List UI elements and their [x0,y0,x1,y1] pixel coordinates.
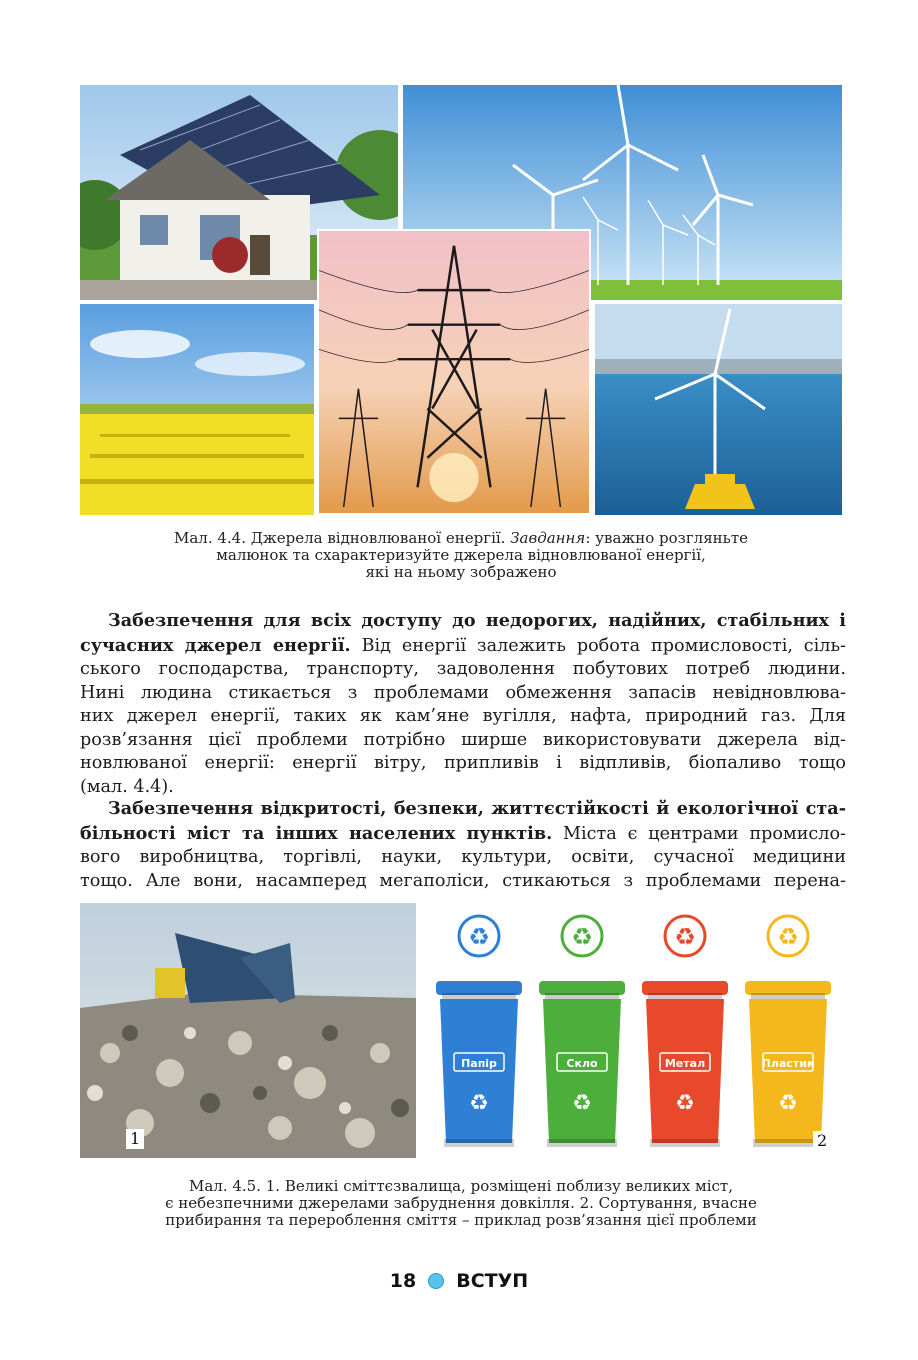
recycle-icon [562,916,602,956]
caption-text: Мал. 4.4. Джерела відновлюваної енергії. [173,529,511,547]
paragraph-line: (мал. 4.4). [80,776,174,797]
paragraph-line: Нині людина стикається з проблемами обмеження запасів невідновлюва- [80,682,846,703]
recycle-icon [665,916,705,956]
bin-label: Папір [461,1057,497,1070]
figure-4-5-caption [80,1178,842,1229]
bullet-dot-icon [428,1273,444,1289]
caption-line: Мал. 4.5. 1. Великі сміттєзвалища, розміщені поблизу великих міст, [189,1177,733,1195]
caption-line: є небезпечними джерелами забруднення довкілля. 2. Сортування, вчасне [165,1194,757,1212]
recycling-bins-image [420,903,842,1158]
recycle-icon [572,1091,592,1116]
caption-task-label: Завдання [510,529,586,547]
page-number: 18 [389,1270,417,1292]
bold-heading-text: Забезпечення для всіх доступу до недорогих, надійних, стабільних і [108,610,846,631]
page-footer [0,1268,918,1294]
power-lines-photo [317,229,591,515]
figure-label-1: 1 [126,1129,144,1149]
recycle-icon [459,916,499,956]
paragraph-line: вого виробництва, торгівлі, науки, культури, освіти, сучасної медицини [80,847,846,867]
paragraph-line [80,609,846,634]
bold-heading-text: Забезпечення відкритості, безпеки, життєстійкості й екологічної ста- [108,798,846,819]
caption-line: прибирання та перероблення сміття – приклад розв’язання цієї проблеми [165,1211,757,1229]
offshore-wind-turbine-photo [595,304,842,515]
bold-heading-text: сучасних джерел енергії. [80,634,351,656]
paragraph-line [80,822,846,847]
paragraph-line: них джерел енергії, таких як кам’яне вугілля, нафта, природний газ. Для [80,706,846,726]
paragraph-line: розв’язання цієї проблеми потрібно ширше використовувати джерела від- [80,729,846,750]
bin-label: Скло [566,1057,598,1070]
svg-text:♻: ♻ [571,923,593,951]
recycle-icon [675,1091,695,1116]
recycling-bin [436,916,522,1147]
caption-line: малюнок та схарактеризуйте джерела відновлюваної енергії, [216,546,706,564]
recycle-icon [469,1091,489,1116]
paragraph-cities [80,797,846,893]
paragraph-line: тощо. Але вони, насамперед мегаполіси, стикаються з проблемами перена- [80,870,846,891]
recycle-icon [778,1091,798,1116]
figure-label-2: 2 [813,1131,831,1151]
body-text: Міста є центрами промисло- [552,823,846,844]
bold-heading-text: більності міст та інших населених пунктів. [80,822,553,844]
svg-text:♻: ♻ [778,1091,798,1116]
paragraph-line [80,634,846,659]
paragraph-line: ського господарства, транспорту, задоволення побутових потреб людини. [80,659,846,679]
recycling-bin [642,916,728,1147]
rapeseed-field-photo [80,304,314,515]
paragraph-energy [80,609,846,799]
figure-4-4-caption [80,530,842,581]
svg-text:♻: ♻ [777,923,799,951]
body-text: Від енергії залежить робота промисловості, сіль- [350,635,846,656]
paragraph-line [80,797,846,822]
recycle-icon [768,916,808,956]
caption-line [80,530,842,547]
caption-line: які на ньому зображено [365,563,557,581]
svg-text:♻: ♻ [469,1091,489,1116]
section-title: ВСТУП [456,1270,529,1292]
bin-label: Метал [664,1057,706,1070]
svg-text:♻: ♻ [468,923,490,951]
landfill-photo [80,903,416,1158]
recycling-bin [539,916,625,1147]
recycling-bin [745,916,831,1147]
bin-label: Пластик [761,1057,815,1070]
paragraph-line: новлюваної енергії: енергії вітру, припливів і відпливів, біопаливо тощо [80,753,846,773]
caption-text: : уважно розгляньте [585,529,749,547]
svg-text:♻: ♻ [675,1091,695,1116]
svg-text:♻: ♻ [674,923,696,951]
svg-text:♻: ♻ [572,1091,592,1116]
